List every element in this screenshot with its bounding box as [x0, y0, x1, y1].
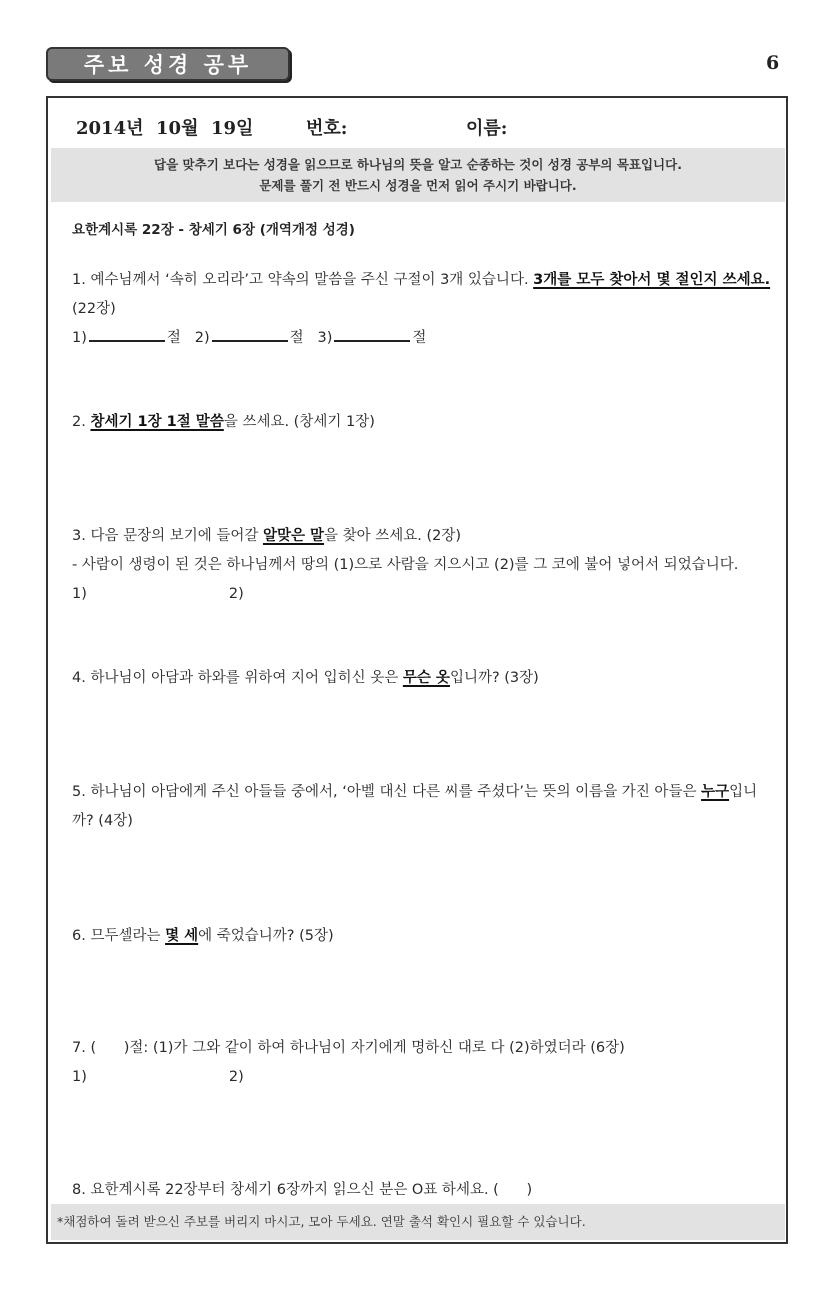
- question-8: [72, 1176, 772, 1205]
- question-7-answers: [72, 1063, 772, 1092]
- question-6: [72, 922, 772, 951]
- answer-3-unit: 절: [412, 330, 427, 346]
- answer-2-label: 2): [194, 330, 210, 346]
- question-6-ref: 에 죽었습니까? (5장): [198, 928, 334, 944]
- number-label: 번호:: [306, 118, 348, 139]
- question-1-emphasis: 3개를 모두 찾아서 몇 절인지 쓰세요.: [533, 272, 771, 288]
- question-2-emphasis: 창세기 1장 1절 말씀: [90, 414, 224, 430]
- worksheet-frame: [46, 96, 788, 1244]
- question-2: [72, 408, 772, 437]
- answer-1-unit: 절: [166, 330, 181, 346]
- question-5-ref: 입니까? (4장): [72, 784, 758, 829]
- question-6-text: 6. 므두셀라는: [72, 928, 166, 944]
- question-2-number: 2.: [72, 414, 91, 430]
- question-4-emphasis: 무슨 옷: [402, 670, 450, 686]
- answer-2-label: 2): [228, 1069, 244, 1085]
- answer-2-unit: 절: [289, 330, 304, 346]
- question-1-text: 1. 예수님께서 ‘속히 오리라’고 약속의 말씀을 주신 구절이 3개 있습니다.: [72, 272, 534, 288]
- question-1: [72, 266, 772, 353]
- question-7-text: 7. ( )절: (1)가 그와 같이 하여 하나님이 자기에게 명하신 대로 다 (2)하였더라 (6장): [72, 1040, 625, 1056]
- question-2-text: 을 쓰세요. (창세기 1장): [223, 414, 375, 430]
- question-8-text: 8. 요한계시록 22장부터 창세기 6장까지 읽으신 분은 O표 하세요. ( ): [72, 1182, 533, 1198]
- question-3-ref: 을 찾아 쓰세요. (2장): [324, 528, 462, 544]
- footer-note: *채점하여 돌려 받으신 주보를 버리지 마시고, 모아 두세요. 연말 출석 확인시 필요할 수 있습니다.: [51, 1204, 785, 1240]
- answer-1-blank[interactable]: [89, 326, 165, 342]
- page-number: 6: [766, 52, 780, 74]
- question-6-emphasis: 몇 세: [165, 928, 199, 944]
- question-3-emphasis: 알맞은 말: [262, 528, 325, 544]
- name-label: 이름:: [466, 118, 508, 139]
- answer-2-blank[interactable]: [212, 326, 288, 342]
- question-1-ref: (22장): [72, 301, 116, 317]
- question-7: [72, 1034, 772, 1092]
- question-4-ref: 입니까? (3장): [449, 670, 539, 686]
- date-label: 2014년 10월 19일: [76, 118, 254, 139]
- notice-box: [51, 148, 785, 202]
- notice-line-1: 답을 맞추기 보다는 성경을 읽으므로 하나님의 뜻을 알고 순종하는 것이 성경 공부의 목표입니다.: [154, 157, 682, 172]
- question-3-text: 3. 다음 문장의 보기에 들어갈: [72, 528, 263, 544]
- question-3-answers: [72, 580, 772, 609]
- question-5-emphasis: 누구: [701, 784, 730, 800]
- notice-line-2: 문제를 풀기 전 반드시 성경을 먼저 읽어 주시기 바랍니다.: [259, 178, 577, 193]
- question-5-text: 5. 하나님이 아담에게 주신 아들들 중에서, ‘아벨 대신 다른 씨를 주셨다’는 뜻의 이름을 가진 아들은: [72, 784, 702, 800]
- question-3-sentence: - 사람이 생령이 된 것은 하나님께서 땅의 (1)으로 사람을 지으시고 (2)를 그 코에 불어 넣어서 되었습니다.: [72, 557, 739, 573]
- answer-3-blank[interactable]: [334, 326, 410, 342]
- page-title: 주보 성경 공부: [83, 53, 253, 77]
- question-4-text: 4. 하나님이 아담과 하와를 위하여 지어 입히신 옷은: [72, 670, 403, 686]
- question-1-answers: [72, 324, 772, 353]
- answer-1-label: 1): [72, 330, 87, 346]
- page-title-tab: [46, 47, 290, 81]
- answer-2-label: 2): [228, 586, 244, 602]
- question-4: [72, 664, 772, 693]
- answer-1-label: 1): [72, 1069, 87, 1085]
- answer-3-label: 3): [317, 330, 333, 346]
- question-3: [72, 522, 772, 609]
- question-5: [72, 778, 772, 836]
- answer-1-label: 1): [72, 586, 87, 602]
- reading-range: 요한계시록 22장 - 창세기 6장 (개역개정 성경): [72, 222, 355, 238]
